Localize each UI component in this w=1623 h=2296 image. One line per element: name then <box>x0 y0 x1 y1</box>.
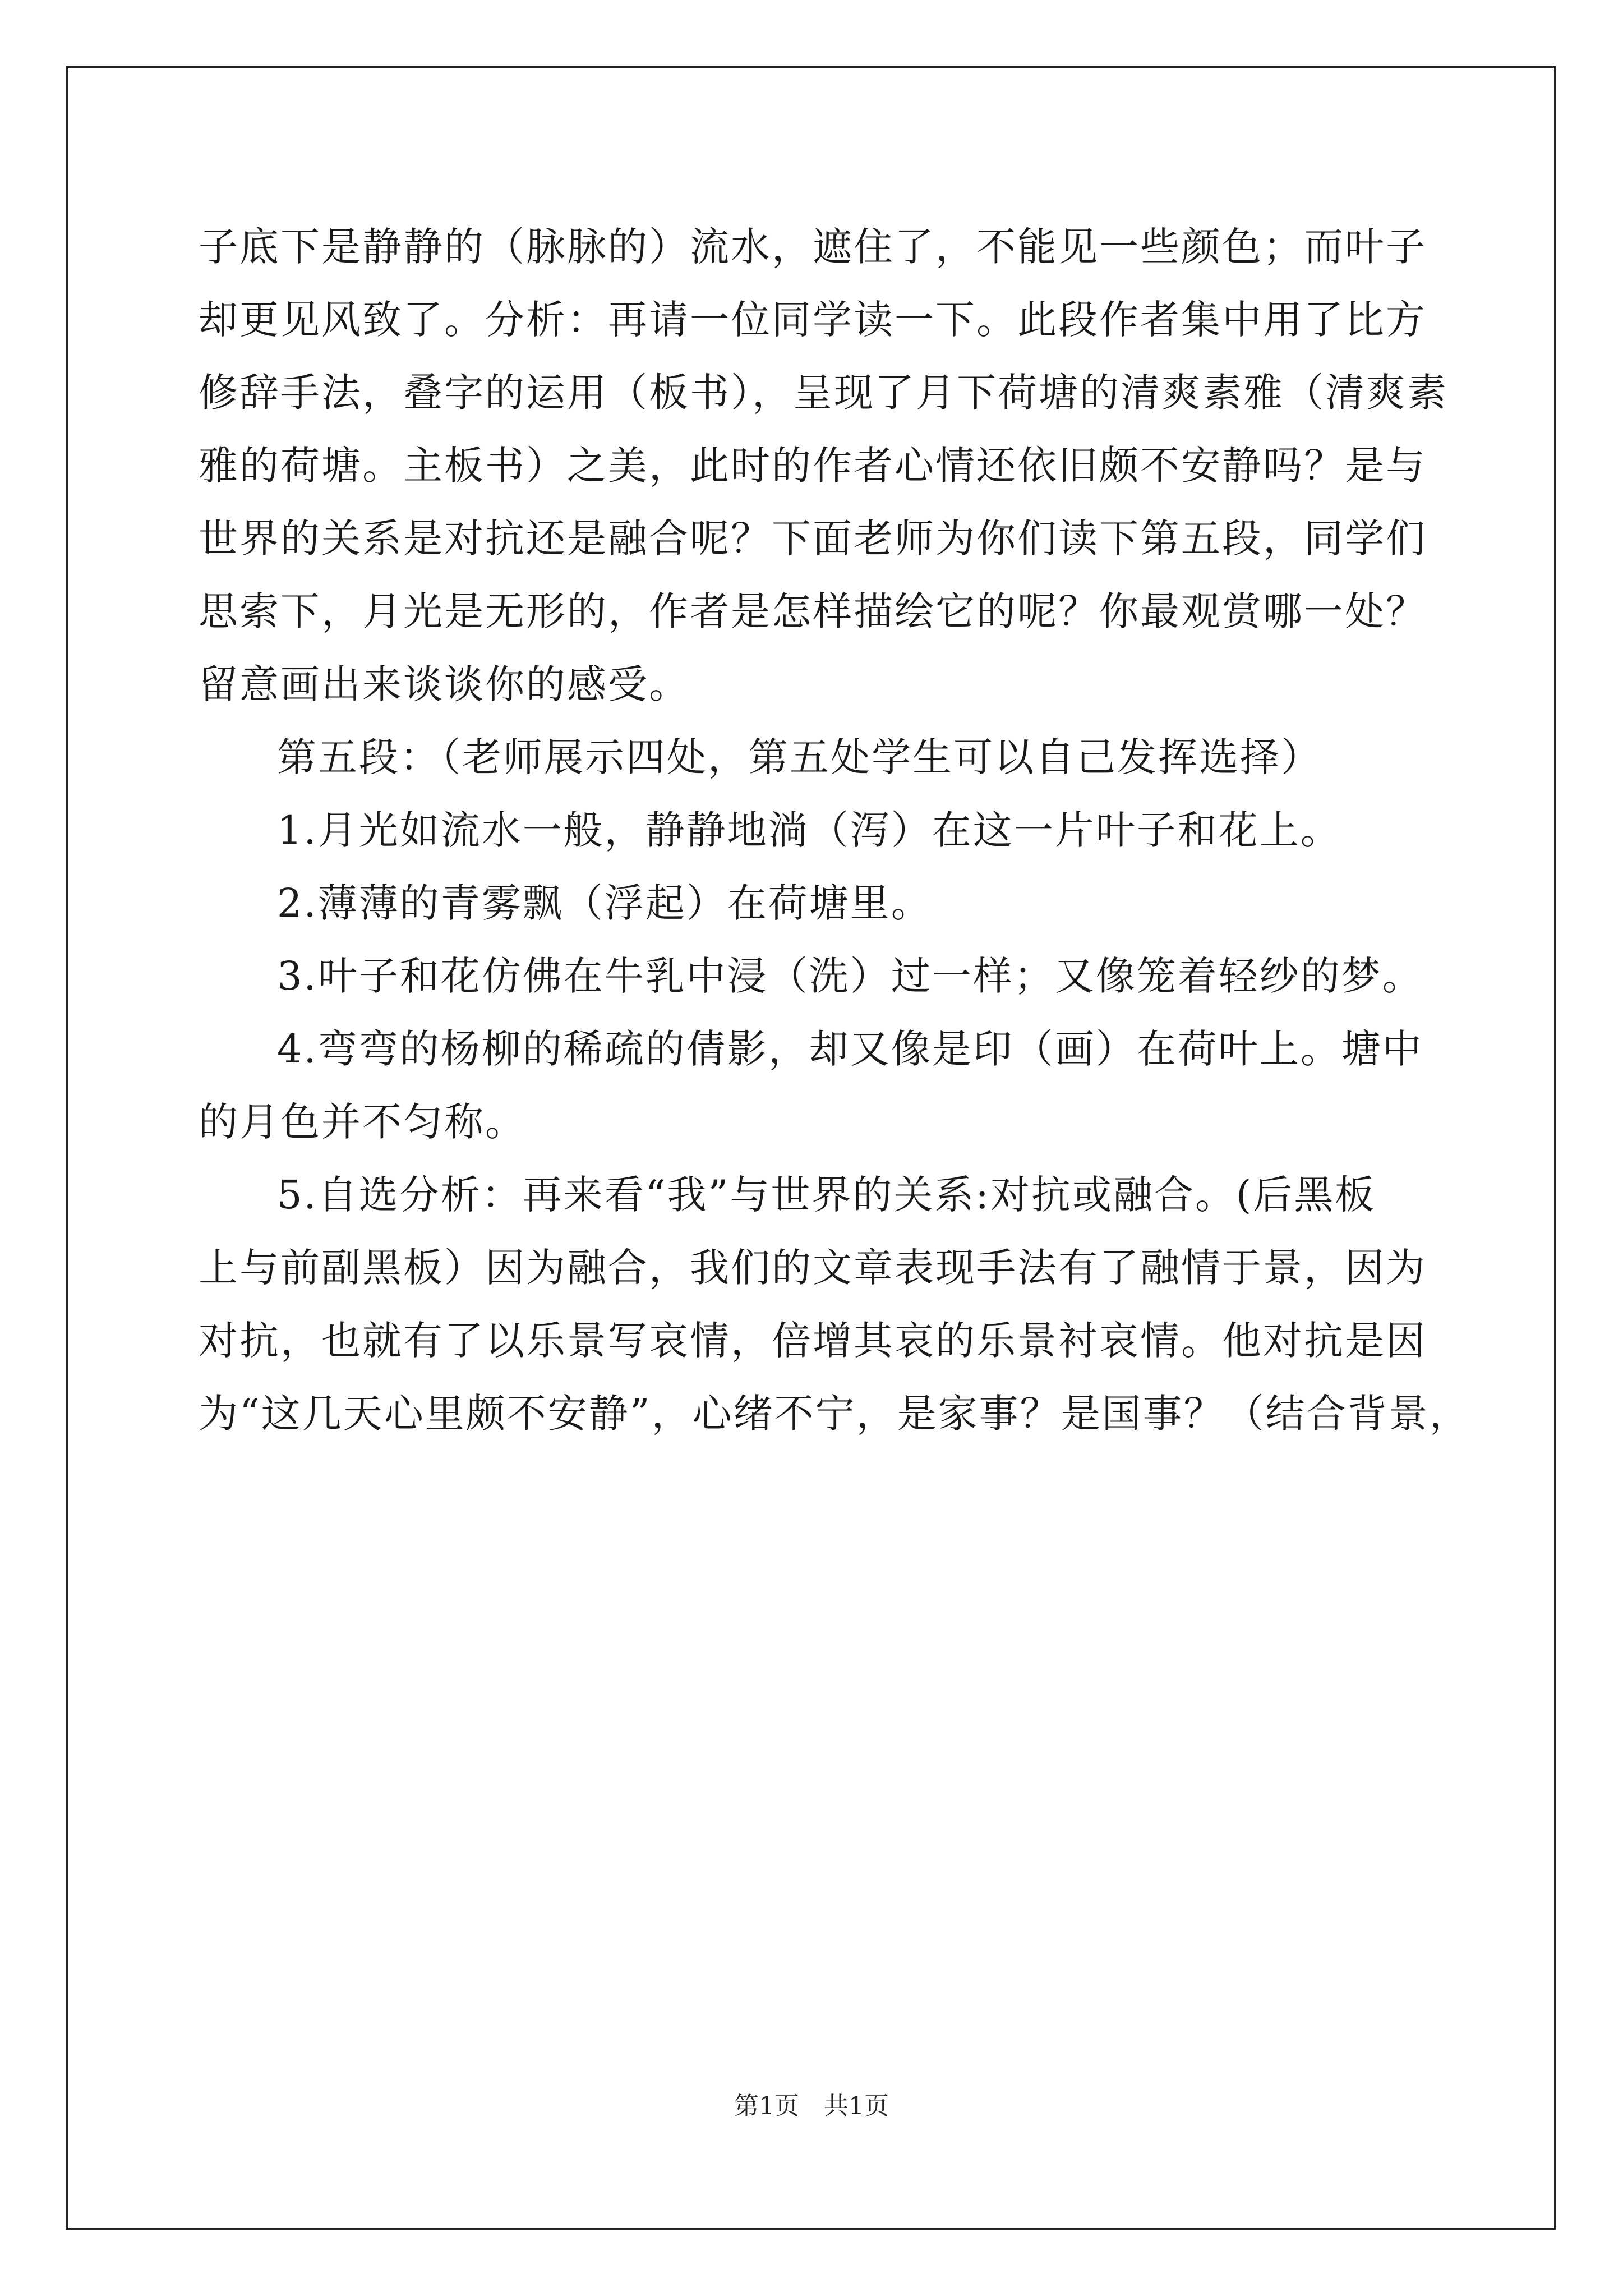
list-item-1: 1.月光如流水一般，静静地淌（泻）在这一片叶子和花上。 <box>277 807 1341 853</box>
text-line: 为“这几天心里颇不安静”，心绪不宁，是家事？是国事？（结合背景， <box>199 1391 1470 1437</box>
list-item-3: 3.叶子和花仿佛在牛乳中浸（洗）过一样；又像笼着轻纱的梦。 <box>277 953 1423 999</box>
section-heading: 第五段：（老师展示四处，第五处学生可以自己发挥选择） <box>277 734 1322 780</box>
text-line: 子底下是静静的（脉脉的）流水，遮住了，不能见一些颜色；而叶子 <box>199 224 1427 270</box>
text-line: 对抗，也就有了以乐景写哀情，倍增其哀的乐景衬哀情。他对抗是因 <box>199 1318 1427 1364</box>
text-line: 留意画出来谈谈你的感受。 <box>199 661 690 707</box>
list-item-5: 5.自选分析：再来看“我”与世界的关系:对抗或融合。(后黑板 <box>277 1172 1376 1218</box>
text-line: 雅的荷塘。主板书）之美，此时的作者心情还依旧颇不安静吗？是与 <box>199 443 1427 489</box>
page-footer: 第1页 共1页 <box>734 2092 889 2120</box>
text-line: 却更见风致了。分析：再请一位同学读一下。此段作者集中用了比方 <box>199 297 1427 343</box>
text-line: 世界的关系是对抗还是融合呢？下面老师为你们读下第五段，同学们 <box>199 516 1427 562</box>
list-item-2: 2.薄薄的青雾飘（浮起）在荷塘里。 <box>277 880 932 926</box>
list-item-4: 4.弯弯的杨柳的稀疏的倩影，却又像是印（画）在荷叶上。塘中 <box>277 1026 1423 1072</box>
text-line: 的月色并不匀称。 <box>199 1099 526 1145</box>
text-line: 思索下，月光是无形的，作者是怎样描绘它的呢？你最观赏哪一处？ <box>199 588 1427 634</box>
text-line: 修辞手法，叠字的运用（板书），呈现了月下荷塘的清爽素雅（清爽素 <box>199 370 1448 416</box>
text-line: 上与前副黑板）因为融合，我们的文章表现手法有了融情于景，因为 <box>199 1245 1427 1291</box>
